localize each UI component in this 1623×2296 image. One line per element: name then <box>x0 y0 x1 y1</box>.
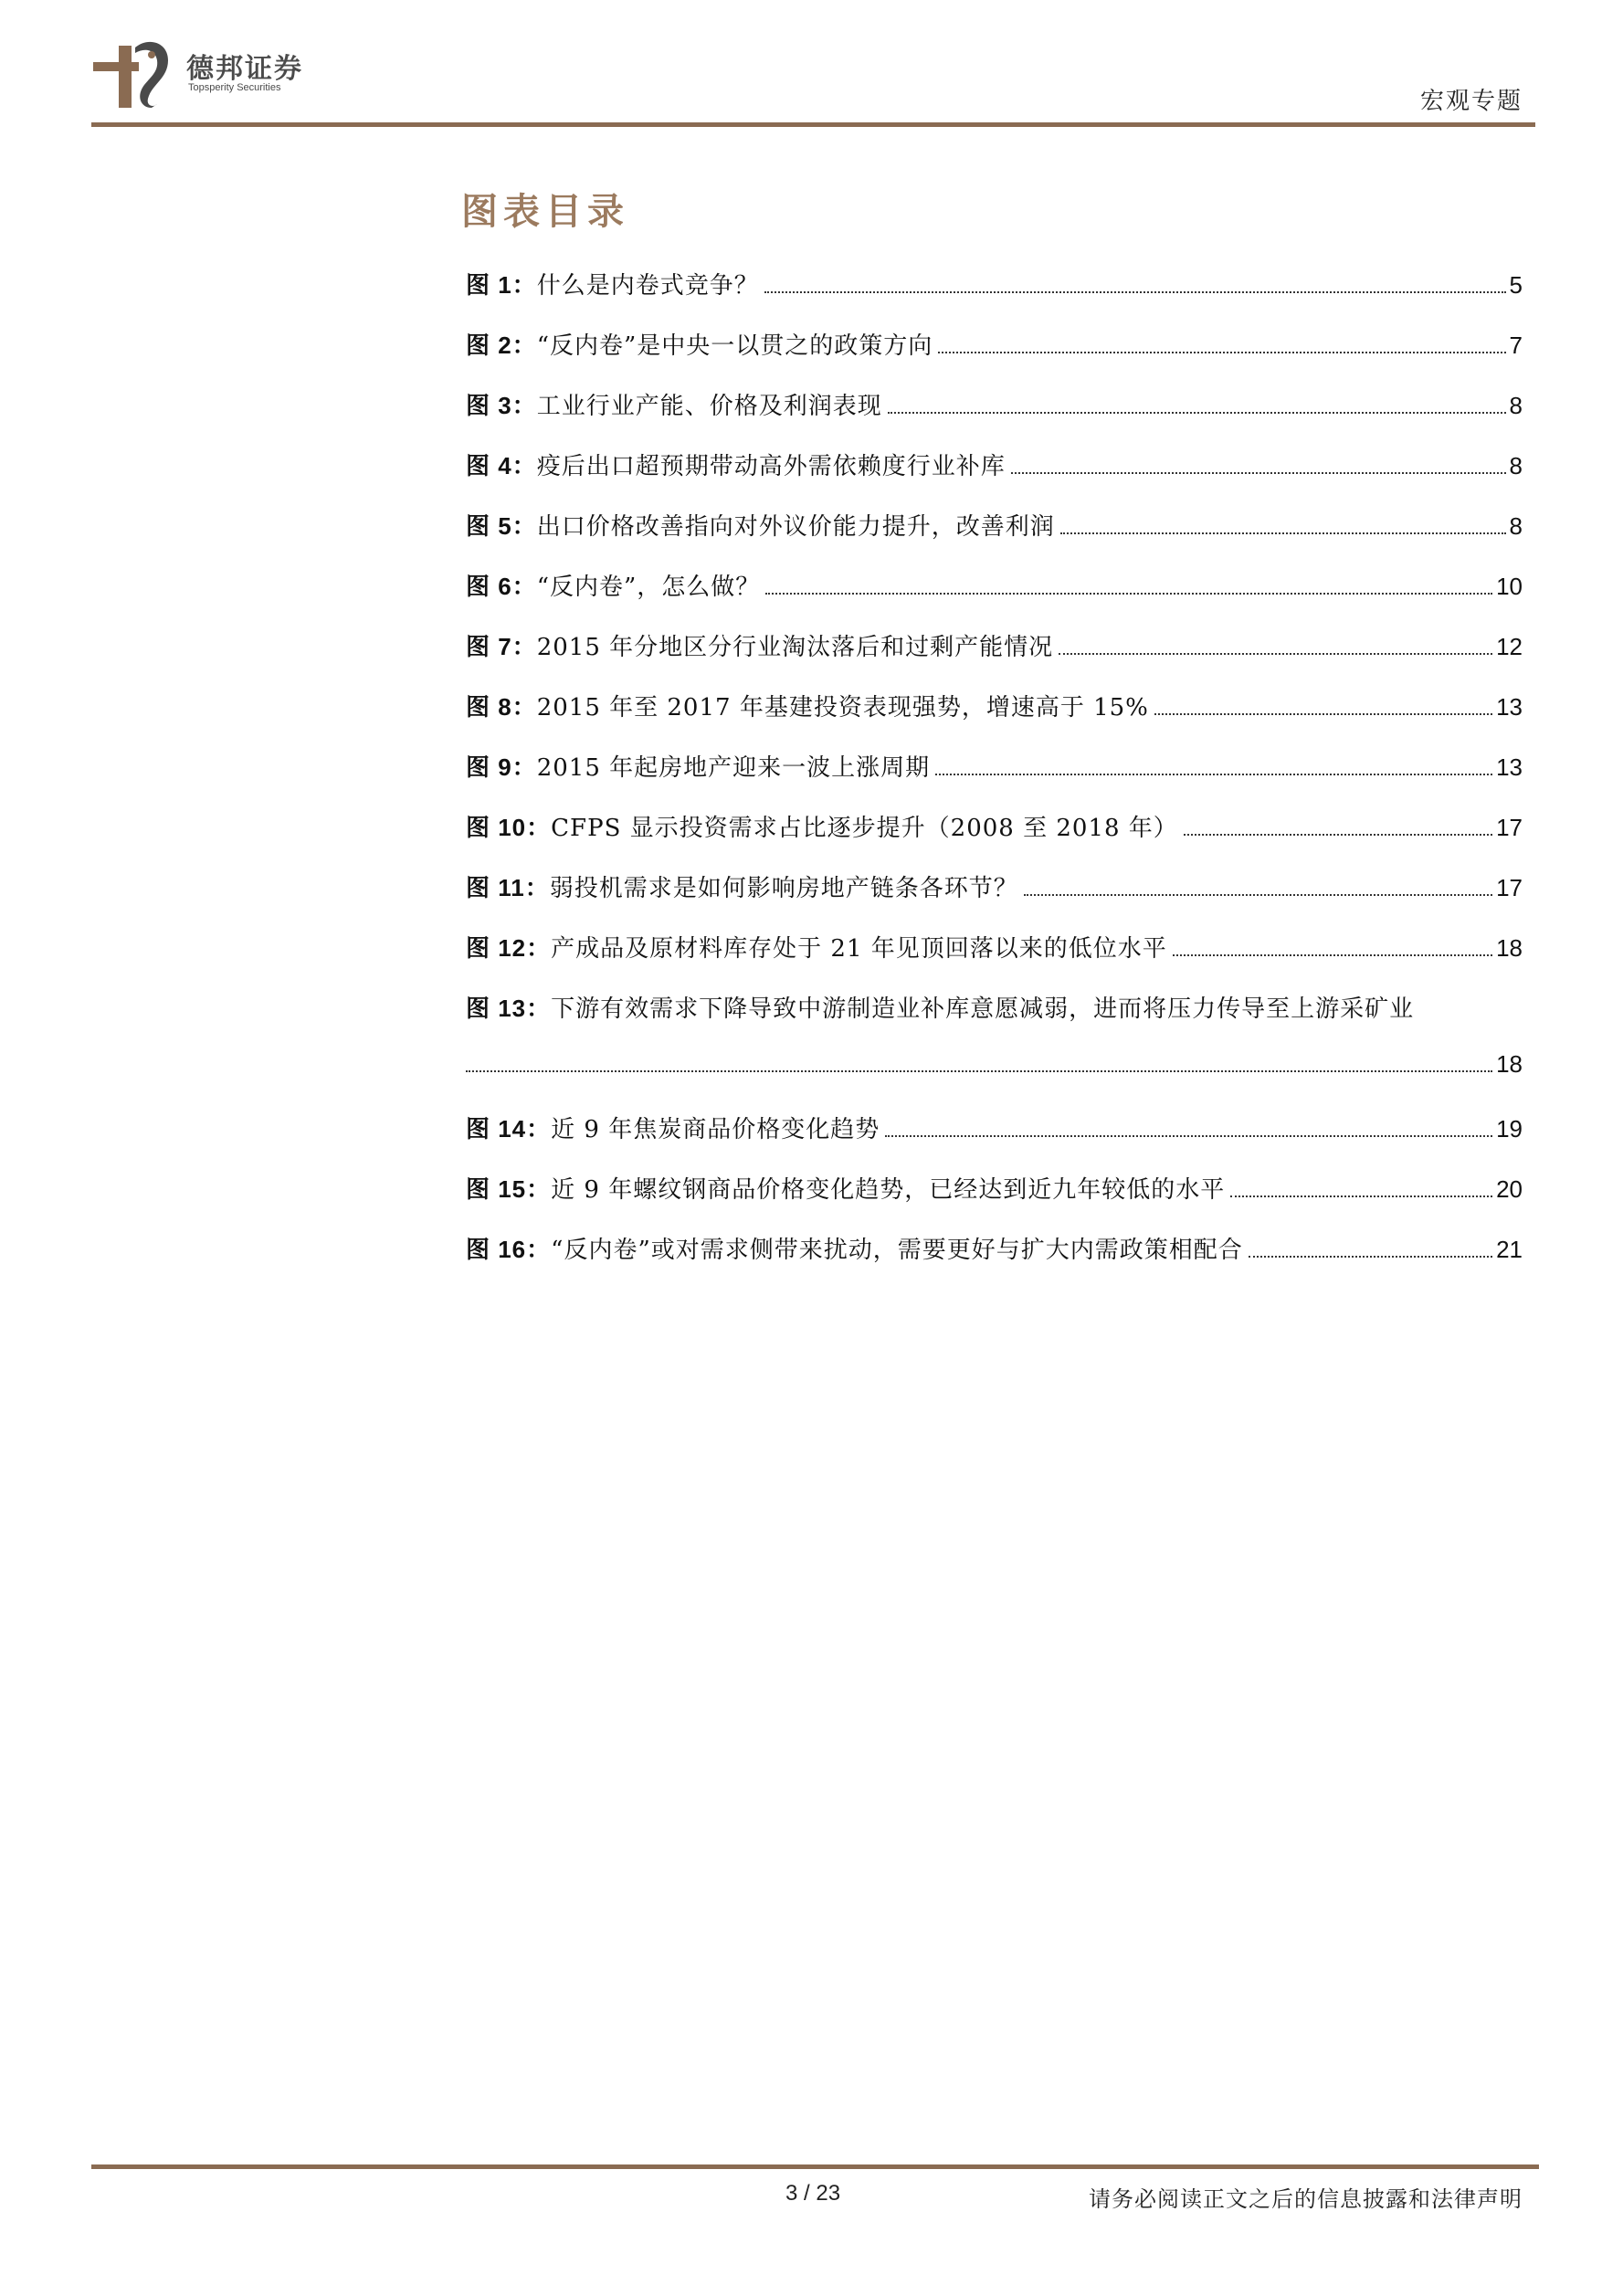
toc-leader-dots <box>1249 1255 1492 1258</box>
brand-name-en: Topsperity Securities <box>188 82 281 93</box>
toc-item[interactable] <box>466 869 1523 930</box>
toc-item-number: 图 12： <box>466 934 552 962</box>
toc-item-page: 18 <box>1496 1050 1523 1078</box>
toc-item-number: 图 1： <box>466 271 537 299</box>
toc-item-number: 图 11： <box>466 874 550 901</box>
toc-item[interactable] <box>466 508 1523 568</box>
toc-item-number: 图 14： <box>466 1115 552 1143</box>
toc-leader-dots <box>764 290 1506 293</box>
toc-leader-dots <box>765 592 1492 595</box>
toc-item-text: 2015 年至 2017 年基建投资表现强势，增速高于 15% <box>536 694 1149 721</box>
toc-item[interactable] <box>466 628 1523 689</box>
toc-item-text: 疫后出口超预期带动高外需依赖度行业补库 <box>536 453 1006 480</box>
toc-item-page: 10 <box>1496 573 1523 600</box>
toc-item-text: “反内卷”或对需求侧带来扰动，需要更好与扩大内需政策相配合 <box>551 1237 1243 1264</box>
toc-item[interactable] <box>466 1231 1523 1291</box>
toc-item-number: 图 13： <box>466 995 552 1022</box>
toc-item-number: 图 6： <box>466 573 537 600</box>
toc-leader-dots <box>935 773 1492 775</box>
toc-item-text: 2015 年分地区分行业淘汰落后和过剩产能情况 <box>536 634 1054 661</box>
brand-name-cn: 德邦证券 <box>186 53 303 85</box>
brand-logo <box>91 35 311 108</box>
toc-item[interactable] <box>466 990 1523 1050</box>
section-title: 宏观专题 <box>1419 88 1523 115</box>
toc-item-page: 12 <box>1496 633 1523 660</box>
toc-leader-dots <box>1060 532 1506 534</box>
toc-item-text: 产成品及原材料库存处于 21 年见顶回落以来的低位水平 <box>551 935 1167 963</box>
toc-item-page: 17 <box>1496 874 1523 901</box>
toc-list <box>466 267 1523 1291</box>
toc-item-number: 图 8： <box>466 693 537 721</box>
toc-item[interactable] <box>466 1111 1523 1171</box>
header-divider <box>91 122 1535 127</box>
toc-item[interactable] <box>466 689 1523 749</box>
toc-item-number: 图 3： <box>466 392 537 419</box>
toc-item-number: 图 4： <box>466 452 537 479</box>
toc-leader-dots <box>885 1134 1492 1137</box>
toc-item[interactable] <box>466 930 1523 990</box>
toc-item[interactable] <box>466 1171 1523 1231</box>
toc-item-number: 图 9： <box>466 753 537 781</box>
toc-item-number: 图 2： <box>466 332 537 359</box>
toc-item[interactable] <box>466 267 1523 327</box>
toc-item-page: 13 <box>1496 693 1523 721</box>
toc-item[interactable] <box>466 568 1523 628</box>
toc-item-page: 20 <box>1496 1175 1523 1203</box>
toc-item-text: 近 9 年焦炭商品价格变化趋势 <box>551 1116 880 1143</box>
toc-item-text: 什么是内卷式竞争？ <box>536 272 759 300</box>
toc-item-number: 图 5： <box>466 512 537 540</box>
toc-item[interactable] <box>466 749 1523 809</box>
toc-item-text: 出口价格改善指向对外议价能力提升，改善利润 <box>536 513 1055 541</box>
toc-item-page: 8 <box>1509 392 1523 419</box>
toc-item[interactable] <box>466 448 1523 508</box>
toc-item-continuation[interactable] <box>466 1050 1523 1111</box>
toc-item-text: 弱投机需求是如何影响房地产链条各环节？ <box>549 875 1018 902</box>
toc-item-page: 7 <box>1509 332 1523 359</box>
toc-leader-dots <box>1154 712 1492 715</box>
toc-item-page: 8 <box>1509 452 1523 479</box>
toc-item-page: 21 <box>1496 1236 1523 1263</box>
toc-item-number: 图 10： <box>466 814 552 841</box>
toc-leader-dots <box>1024 893 1492 896</box>
toc-item-text: 工业行业产能、价格及利润表现 <box>536 393 882 420</box>
brand-logo-icon <box>91 35 170 108</box>
toc-item-number: 图 7： <box>466 633 537 660</box>
toc-leader-dots <box>466 1069 1492 1072</box>
toc-item[interactable] <box>466 327 1523 387</box>
toc-item-text: “反内卷”，怎么做？ <box>536 574 761 601</box>
toc-item-page: 8 <box>1509 512 1523 540</box>
toc-item-text: 近 9 年螺纹钢商品价格变化趋势，已经达到近九年较低的水平 <box>551 1176 1226 1204</box>
toc-item-text: “反内卷”是中央一以贯之的政策方向 <box>536 332 933 360</box>
toc-item-text: 下游有效需求下降导致中游制造业补库意愿减弱，进而将压力传导至上游采矿业 <box>551 995 1415 1023</box>
footer-divider <box>91 2164 1539 2169</box>
toc-leader-dots <box>1173 953 1492 956</box>
toc-item-page: 18 <box>1496 934 1523 962</box>
toc-item-number: 图 15： <box>466 1175 552 1203</box>
toc-item-number: 图 16： <box>466 1236 552 1263</box>
toc-leader-dots <box>1011 471 1506 474</box>
toc-leader-dots <box>1059 652 1492 655</box>
toc-leader-dots <box>1230 1195 1492 1197</box>
toc-item[interactable] <box>466 387 1523 448</box>
legal-disclaimer: 请务必阅读正文之后的信息披露和法律声明 <box>1089 2186 1523 2212</box>
toc-item[interactable] <box>466 809 1523 869</box>
toc-leader-dots <box>938 351 1505 353</box>
toc-leader-dots <box>888 411 1506 414</box>
toc-item-page: 13 <box>1496 753 1523 781</box>
toc-item-text: CFPS 显示投资需求占比逐步提升（2008 至 2018 年） <box>551 815 1178 842</box>
toc-item-page: 5 <box>1509 271 1523 299</box>
toc-item-page: 19 <box>1496 1115 1523 1143</box>
toc-item-text: 2015 年起房地产迎来一波上涨周期 <box>536 754 931 782</box>
toc-item-page: 17 <box>1496 814 1523 841</box>
toc-leader-dots <box>1184 833 1492 836</box>
page-indicator: 3 / 23 <box>785 2181 841 2206</box>
toc-title: 图表目录 <box>461 190 629 233</box>
